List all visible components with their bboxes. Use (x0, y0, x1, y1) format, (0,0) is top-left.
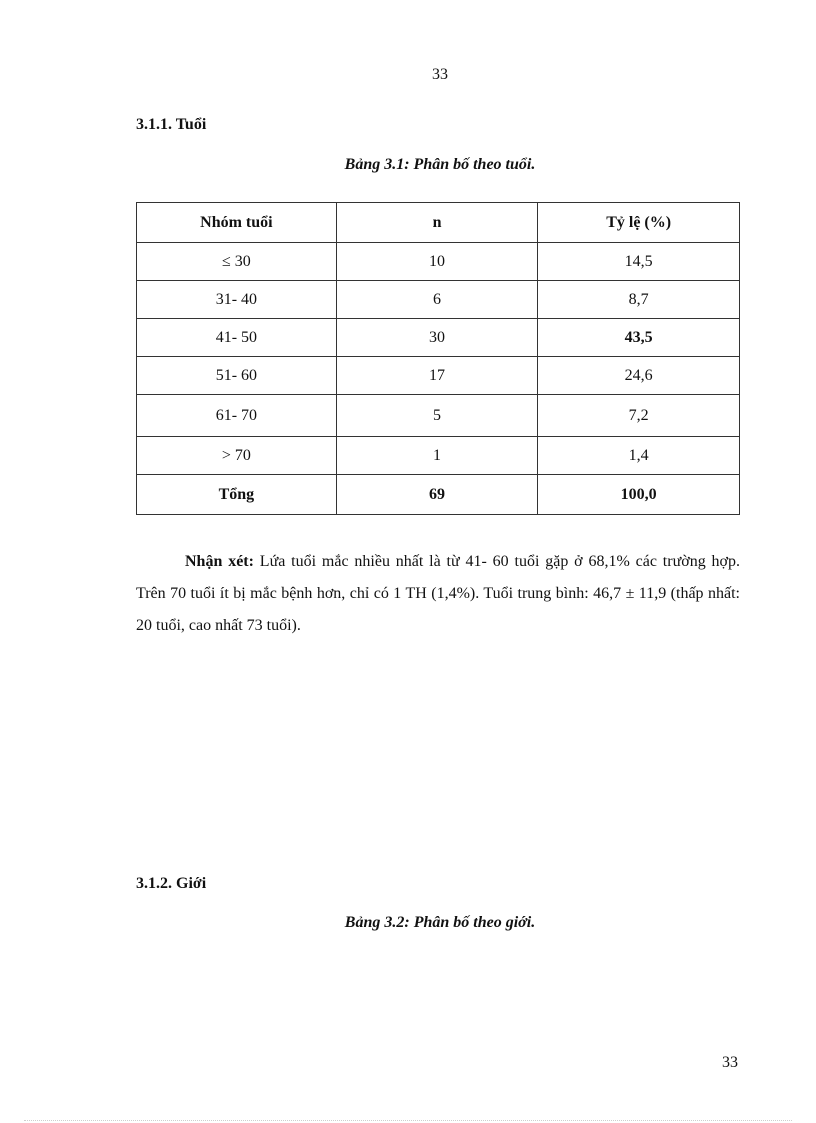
cell-total-percentage: 100,0 (538, 475, 740, 515)
cell-total-n: 69 (336, 475, 538, 515)
cell-n: 6 (336, 281, 538, 319)
cell-age-group: 61- 70 (137, 395, 337, 437)
header-age-group: Nhóm tuổi (137, 203, 337, 243)
cell-age-group: 31- 40 (137, 281, 337, 319)
cell-n: 17 (336, 357, 538, 395)
table-total-row (137, 475, 740, 515)
cell-age-group: 41- 50 (137, 319, 337, 357)
table-row (137, 281, 740, 319)
comment-text: Lứa tuổi mắc nhiều nhất là từ 41- 60 tuổi gặp ở 68,1% các trường hợp. Trên 70 tuổi ít bị mắc bệnh hơn, chỉ có 1 TH (1,4%). Tuổi trung bình: 46,7 ± 11,9 (thấp nhất: 20 tuổi, cao nhất 73 tuổi). (136, 553, 741, 634)
table-row (137, 357, 740, 395)
cell-n: 5 (336, 395, 538, 437)
page-bottom-rule (24, 1120, 792, 1121)
section-heading-age: 3.1.1. Tuổi (136, 116, 207, 133)
cell-percentage: 1,4 (538, 437, 740, 475)
comment-paragraph (136, 546, 740, 642)
table-row (137, 319, 740, 357)
comment-label: Nhận xét: (185, 553, 254, 570)
page-number-top: 33 (432, 66, 448, 83)
table-row (137, 243, 740, 281)
table-caption-age: Bảng 3.1: Phân bố theo tuổi. (344, 156, 536, 173)
cell-total-label: Tổng (137, 475, 337, 515)
table-header-row (137, 203, 740, 243)
table-caption-gender: Bảng 3.2: Phân bố theo giới. (344, 914, 536, 931)
page-number-bottom: 33 (722, 1054, 738, 1071)
table-row (137, 395, 740, 437)
cell-percentage-highlight: 43,5 (538, 319, 740, 357)
header-n: n (336, 203, 538, 243)
cell-age-group: 51- 60 (137, 357, 337, 395)
cell-percentage: 24,6 (538, 357, 740, 395)
cell-percentage: 8,7 (538, 281, 740, 319)
header-percentage: Tỷ lệ (%) (538, 203, 740, 243)
cell-n: 1 (336, 437, 538, 475)
cell-n: 10 (336, 243, 538, 281)
section-heading-gender: 3.1.2. Giới (136, 875, 207, 892)
cell-age-group: > 70 (137, 437, 337, 475)
cell-percentage: 14,5 (538, 243, 740, 281)
cell-age-group: ≤ 30 (137, 243, 337, 281)
cell-percentage: 7,2 (538, 395, 740, 437)
table-row (137, 437, 740, 475)
cell-n: 30 (336, 319, 538, 357)
age-distribution-table (136, 202, 740, 515)
